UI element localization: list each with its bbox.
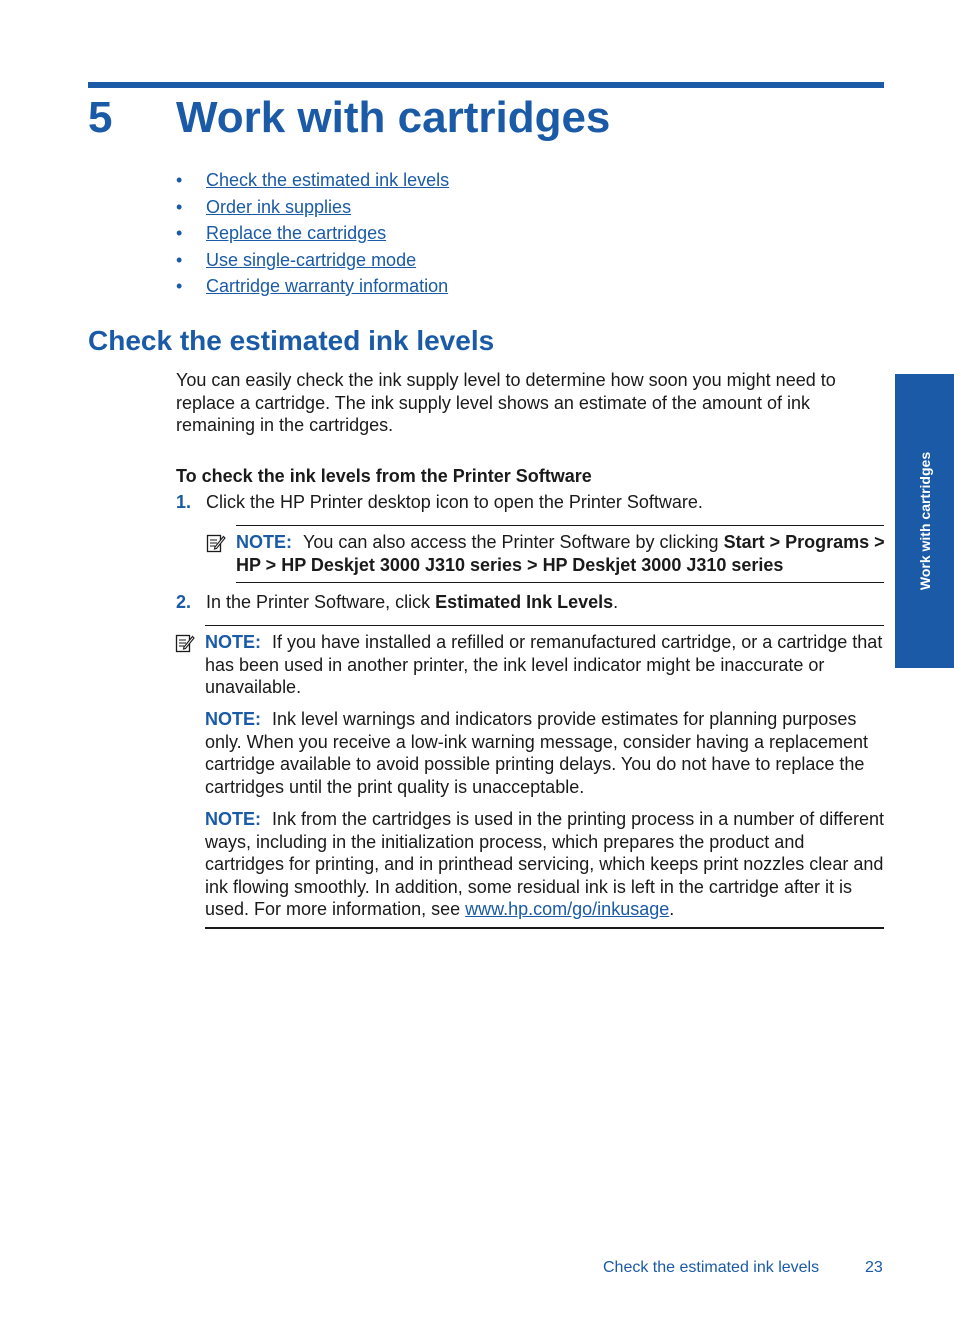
- inkusage-link[interactable]: www.hp.com/go/inkusage: [465, 899, 670, 919]
- chapter-number: 5: [88, 93, 113, 142]
- note-bold-path: Start > Programs > HP > HP Deskjet 3000 J310 series > HP Deskjet 3000 J310 series: [236, 532, 885, 575]
- footer-section-title: Check the estimated ink levels: [603, 1259, 820, 1276]
- intro-paragraph: You can easily check the ink supply level to determine how soon you might need to replace a cartridge. The ink supply level shows an estimate of the amount of ink remaining in the cartridges.: [176, 370, 836, 435]
- chapter-heading: [88, 90, 610, 146]
- section-title: Check the estimated ink levels: [88, 325, 495, 356]
- step-bold-label: Estimated Ink Levels: [435, 592, 614, 612]
- chapter-title: Work with cartridges: [176, 93, 611, 142]
- toc-item: [176, 194, 449, 221]
- note-label: NOTE:: [205, 709, 261, 729]
- toc-bullet: •: [176, 249, 183, 270]
- toc-item: [176, 247, 449, 274]
- note-pencil-icon: [206, 533, 226, 553]
- toc-bullet: •: [176, 170, 183, 190]
- toc-bullet: •: [176, 196, 183, 217]
- note-2: [205, 631, 886, 699]
- note-label: NOTE:: [205, 809, 261, 829]
- toc-item: [176, 220, 449, 247]
- note-rule-top: [205, 625, 884, 626]
- note-text-end: .: [669, 899, 675, 919]
- toc-link-cartridge-warranty[interactable]: Cartridge warranty information: [206, 276, 449, 296]
- note-4: [205, 808, 886, 921]
- note-text: If you have installed a refilled or remanufactured cartridge, or a cartridge that has been used in another printer, the ink level indicator might be inaccurate or unavailable.: [205, 632, 883, 697]
- note-pencil-icon: [175, 633, 195, 653]
- footer-page-number: 23: [865, 1259, 883, 1276]
- step-text-end: .: [613, 592, 619, 612]
- toc-link-replace-cartridges[interactable]: Replace the cartridges: [206, 223, 387, 243]
- chapter-top-rule: [88, 82, 884, 88]
- toc-link-check-ink-levels[interactable]: Check the estimated ink levels: [206, 170, 450, 190]
- toc-link-single-cartridge-mode[interactable]: Use single-cartridge mode: [206, 249, 417, 270]
- side-chapter-tab: [895, 374, 954, 668]
- side-tab-label: Work with cartridges: [916, 451, 933, 591]
- step-text: Click the HP Printer desktop icon to open the Printer Software.: [206, 492, 703, 512]
- step-2: [176, 591, 618, 614]
- note-rule-bottom: [205, 927, 884, 929]
- step-number: 1.: [176, 492, 192, 512]
- note-text: Ink from the cartridges is used in the printing process in a number of different ways, including in the initialization process, which prepares the product and cartridges for printing, and in printhead servicing, which keeps print nozzles clear and ink flowing smoothly. In addition, some residual ink is left in the cartridge after it is used. For more information, see: [205, 809, 884, 919]
- toc-item: [176, 273, 449, 300]
- note-3: [205, 708, 886, 798]
- procedure-title: To check the ink levels from the Printer Software: [176, 466, 592, 486]
- note-rule-top: [236, 525, 884, 526]
- note-rule-bottom: [236, 582, 884, 583]
- toc-bullet: •: [176, 223, 183, 243]
- step-text: In the Printer Software, click: [206, 592, 436, 612]
- toc-item: [176, 167, 449, 194]
- chapter-toc: [176, 167, 449, 300]
- note-text: Ink level warnings and indicators provide estimates for planning purposes only. When you receive a low-ink warning message, consider having a replacement cartridge available to avoid possible printing delays. You do not have to replace the cartridges until the print quality is unacceptable.: [205, 709, 869, 797]
- note-text: You can also access the Printer Software by clicking: [303, 532, 724, 552]
- step-1: [176, 491, 703, 514]
- note-1: [236, 531, 886, 576]
- note-label: NOTE:: [205, 632, 261, 652]
- toc-link-order-ink-supplies[interactable]: Order ink supplies: [206, 196, 352, 217]
- toc-bullet: •: [176, 276, 183, 296]
- step-number: 2.: [176, 592, 192, 612]
- note-label: NOTE:: [236, 532, 292, 552]
